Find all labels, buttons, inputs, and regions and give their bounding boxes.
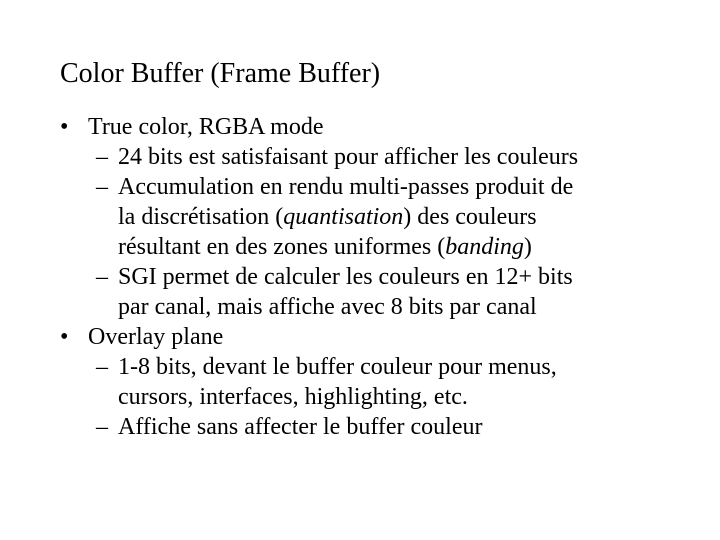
subbullet-line [118, 202, 720, 232]
bullet-item [0, 112, 720, 142]
subbullet-line: Affiche sans affecter le buffer couleur [118, 414, 483, 440]
subbullet-line [118, 232, 720, 262]
bullet-marker: • [60, 114, 69, 140]
subbullet-line [118, 172, 720, 202]
bullet-text: Overlay plane [88, 324, 224, 350]
subbullet-item [0, 172, 720, 262]
subbullet-item [0, 262, 720, 322]
subbullet-item [0, 142, 720, 172]
emphasis-term: banding [445, 234, 524, 260]
subbullet-marker: – [96, 174, 108, 200]
subbullet-line: 24 bits est satisfaisant pour afficher les couleurs [118, 144, 579, 170]
bullet-item [0, 322, 720, 352]
subbullet-line: 1-8 bits, devant le buffer couleur pour menus, [118, 354, 557, 380]
subbullet-item [0, 352, 720, 412]
bullet-marker: • [60, 324, 69, 350]
subbullet-line: cursors, interfaces, highlighting, etc. [118, 384, 468, 410]
subbullet-text: résultant en des zones uniformes ( [118, 234, 446, 260]
bullet-text: True color, RGBA mode [88, 114, 324, 140]
subbullet-text: ) [523, 234, 532, 260]
subbullet-text: ) des couleurs [403, 204, 537, 230]
subbullet-line: par canal, mais affiche avec 8 bits par canal [118, 294, 537, 320]
subbullet-item [0, 412, 720, 442]
slide-body [0, 112, 720, 442]
subbullet-marker: – [96, 414, 108, 440]
emphasis-term: quantisation [283, 204, 404, 230]
subbullet-marker: – [96, 354, 108, 380]
subbullet-marker: – [96, 264, 108, 290]
subbullet-text: Accumulation en rendu multi-passes produit de [118, 174, 574, 200]
slide-title: Color Buffer (Frame Buffer) [60, 58, 381, 89]
subbullet-line: SGI permet de calculer les couleurs en 12+ bits [118, 264, 573, 290]
subbullet-text: la discrétisation ( [118, 204, 284, 230]
subbullet-marker: – [96, 144, 108, 170]
